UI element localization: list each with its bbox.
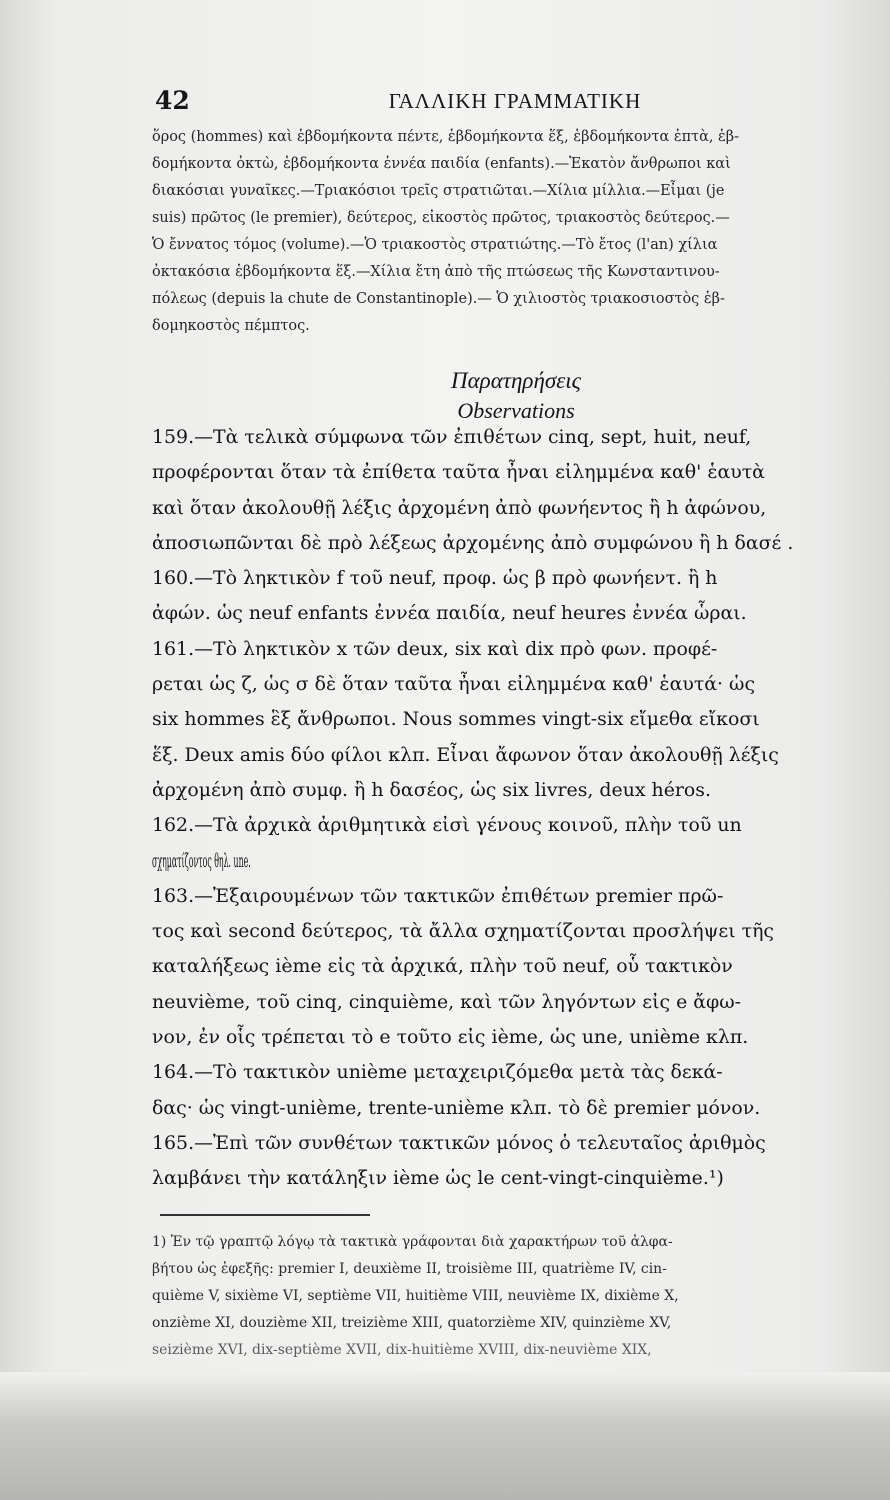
footnote-line: 1) Ἐν τῷ γραπτῷ λόγῳ τὰ τακτικὰ γράφονται διὰ χαρακτήρων τοῦ ἀλφα- — [152, 1234, 673, 1250]
text-line: διακόσιαι γυναῖκες.—Τριακόσιοι τρεῖς στρατιῶται.—Χίλια μίλλια.—Εἶμαι (je — [152, 183, 725, 199]
text-line: δομήκοντα ὀκτὼ, ἑβδομήκοντα ἐννέα παιδία (enfants).—Ἑκατὸν ἄνθρωποι καὶ — [152, 156, 731, 172]
text-line: δομηκοστὸς πέμπτος. — [152, 318, 310, 334]
text-line: καὶ ὅταν ἀκολουθῇ λέξις ἀρχομένη ἀπὸ φωνήεντος ἢ h ἀφώνου, — [152, 496, 767, 519]
text-line: six hommes ἓξ ἄνθρωποι. Nous sommes vingt-six εἴμεθα εἴκοσι — [152, 708, 760, 731]
text-line: 159.—Τὰ τελικὰ σύμφωνα τῶν ἐπιθέτων cinq, sept, huit, neuf, — [152, 426, 752, 448]
text-line: 163.—Ἐξαιρουμένων τῶν τακτικῶν ἐπιθέτων premier πρῶ- — [152, 884, 724, 907]
text-line: 161.—Τὸ ληκτικὸν x τῶν deux, six καὶ dix πρὸ φων. προφέ- — [152, 637, 718, 660]
text-line: σχηματίζοντος θηλ. une. — [152, 849, 251, 872]
text-line: ἀφών. ὡς neuf enfants ἐννέα παιδία, neuf heures ἐννέα ὧραι. — [152, 602, 747, 625]
page-header — [155, 86, 875, 122]
text-line: δας· ὡς vingt-unième, trente-unième κλπ. τὸ δὲ premier μόνον. — [152, 1096, 761, 1119]
text-line: ὅρος (hommes) καὶ ἑβδομήκοντα πέντε, ἑβδομήκοντα ἕξ, ἑβδομήκοντα ἑπτὰ, ἑβ- — [152, 129, 740, 145]
text-line: 160.—Τὸ ληκτικὸν f τοῦ neuf, προφ. ὡς β πρὸ φωνήεντ. ἢ h — [152, 567, 718, 590]
text-line: τος καὶ second δεύτερος, τὰ ἄλλα σχηματίζονται προσλήψει τῆς — [152, 920, 774, 943]
text-line: καταλήξεως ième εἰς τὰ ἀρχικά, πλὴν τοῦ neuf, οὗ τακτικὸν — [152, 955, 733, 978]
text-line: suis) πρῶτος (le premier), δεύτερος, εἰκοστὸς πρῶτος, τριακοστὸς δεύτερος.— — [152, 210, 730, 226]
footnote-line: seizième XVI, dix-septième XVII, dix-huitième XVIII, dix-neuvième XIX, — [152, 1342, 652, 1358]
text-line: ρεται ὡς ζ, ὡς σ δὲ ὅταν ταῦτα ἦναι εἰλημμένα καθ' ἑαυτά· ὡς — [152, 673, 756, 696]
text-line: 164.—Τὸ τακτικὸν unième μεταχειριζόμεθα μετὰ τὰς δεκά- — [152, 1061, 723, 1084]
text-line: ὀκτακόσια ἑβδομήκοντα ἕξ.—Χίλια ἔτη ἀπὸ τῆς πτώσεως τῆς Κωνσταντινου- — [152, 264, 720, 280]
text-line: προφέρονται ὅταν τὰ ἐπίθετα ταῦτα ἦναι εἰλημμένα καθ' ἑαυτὰ — [152, 461, 765, 484]
text-line: neuvième, τοῦ cinq, cinquième, καὶ τῶν ληγόντων εἰς e ἄφω- — [152, 990, 742, 1013]
text-line: 165.—Ἐπὶ τῶν συνθέτων τακτικῶν μόνος ὁ τελευταῖος ἀριθμὸς — [152, 1131, 766, 1154]
footnote — [152, 1229, 880, 1364]
text-line: Ὁ ἔννατος τόμος (volume).—Ὁ τριακοστὸς στρατιώτης.—Τὸ ἔτος (l'an) χίλια — [152, 237, 718, 253]
footnote-line: βήτου ὡς ἐφεξῆς: premier I, deuxième II, troisième III, quatrième IV, cin- — [152, 1261, 667, 1277]
examples-paragraph — [152, 124, 880, 340]
text-line: νον, ἐν οἷς τρέπεται τὸ e τοῦτο εἰς ième, ὡς une, unième κλπ. — [152, 1026, 749, 1049]
text-line: ἀρχομένη ἀπὸ συμφ. ἢ h δασέος, ὡς six livres, deux héros. — [152, 778, 712, 801]
text-line: ἀποσιωπῶνται δὲ πρὸ λέξεως ἀρχομένης ἀπὸ συμφώνου ἢ h δασέ . — [152, 531, 794, 554]
page-bottom-shadow — [0, 1372, 890, 1500]
text-line: 162.—Τὰ ἀρχικὰ ἀριθμητικὰ εἰσὶ γένους κοινοῦ, πλὴν τοῦ un — [152, 814, 742, 837]
text-line: ἕξ. Deux amis δύο φίλοι κλπ. Εἶναι ἄφωνον ὅταν ἀκολουθῇ λέξις — [152, 743, 779, 766]
footnote-line: quième V, sixième VI, septième VII, huitième VIII, neuvième IX, dixième X, — [152, 1288, 679, 1304]
page-number: 42 — [155, 86, 190, 115]
section-heading-greek: Παρατηρήσεις — [450, 368, 581, 393]
footnote-divider — [160, 1214, 370, 1216]
footnote-line: onzième XI, douzième XII, treizième XIII, quatorzième XIV, quinzième XV, — [152, 1315, 672, 1331]
text-line: λαμβάνει τὴν κατάληξιν ième ὡς le cent-vingt-cinquième.¹) — [152, 1167, 724, 1190]
running-title: ΓΑΛΛΙΚΗ ΓΡΑΜΜΑΤΙΚΗ — [388, 89, 642, 113]
section-heading-french: Observations — [457, 398, 575, 423]
rules-paragraphs — [152, 420, 880, 1197]
text-line: πόλεως (depuis la chute de Constantinople).— Ὁ χιλιοστὸς τριακοσιοστὸς ἑβ- — [152, 291, 725, 307]
